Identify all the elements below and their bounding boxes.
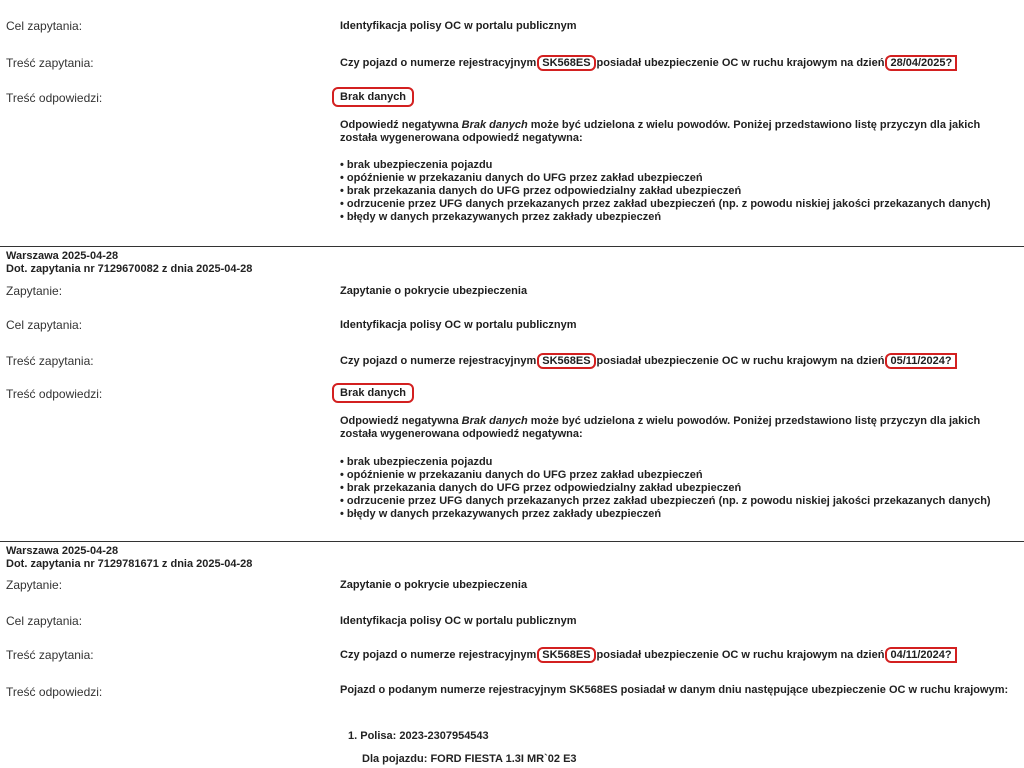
value-zapytanie: Zapytanie o pokrycie ubezpieczenia [340,579,528,591]
question-text: Czy pojazd o numerze rejestracyjnym SK568ES posiadał ubezpieczenie OC w ruchu krajowym na dzień 28/04/2025? [340,55,958,71]
value-cel: Identyfikacja polisy OC w portalu publicznym [340,319,577,331]
row-cel-2 [0,317,1024,333]
reason-item: • opóźnienie w przekazaniu danych do UFG przez zakład ubezpieczeń [340,172,703,184]
reason-item: • odrzucenie przez UFG danych przekazanych przez zakład ubezpieczeń (np. z powodu niskiej jakości przekazanych danych) [340,495,991,507]
doc-header-location-date: Warszawa 2025-04-28 [6,250,119,262]
reason-item: • odrzucenie przez UFG danych przekazanych przez zakład ubezpieczeń (np. z powodu niskiej jakości przekazanych danych) [340,198,991,210]
reason-item: • opóźnienie w przekazaniu danych do UFG przez zakład ubezpieczeń [340,469,703,481]
reason-item: • błędy w danych przekazywanych przez zakłady ubezpieczeń [340,211,662,223]
date-highlight: 04/11/2024? [885,647,956,663]
row-tresc-odp-2 [0,386,1024,402]
divider [0,246,1024,247]
value-zapytanie: Zapytanie o pokrycie ubezpieczenia [340,285,528,297]
answer-brak-danych: Brak danych [332,383,414,403]
divider [0,541,1024,542]
row-zapytanie-3 [0,577,1024,593]
label-tresc-zapytania: Treść zapytania: [6,354,94,368]
row-cel-3 [0,613,1024,629]
reason-item: • brak ubezpieczenia pojazdu [340,456,493,468]
row-zapytanie-2 [0,283,1024,299]
row-tresc-zap-2 [0,353,1024,369]
label-zapytanie: Zapytanie: [6,578,63,592]
date-highlight: 28/04/2025? [885,55,957,71]
doc-header-query-ref: Dot. zapytania nr 7129781671 z dnia 2025-04-28 [6,558,253,570]
value-cel: Identyfikacja polisy OC w portalu publicznym [340,20,577,32]
reason-item: • brak przekazania danych do UFG przez odpowiedzialny zakład ubezpieczeń [340,185,742,197]
label-cel: Cel zapytania: [6,19,83,33]
date-highlight: 05/11/2024? [885,353,956,369]
row-tresc-zap-1 [0,55,1024,71]
label-tresc-odpowiedzi: Treść odpowiedzi: [6,685,103,699]
label-cel: Cel zapytania: [6,318,83,332]
policy-number: 1. Polisa: 2023-2307954543 [348,730,489,742]
reason-item: • błędy w danych przekazywanych przez zakłady ubezpieczeń [340,508,662,520]
label-cel: Cel zapytania: [6,614,83,628]
row-cel-1 [0,18,1024,34]
reason-item: • brak przekazania danych do UFG przez odpowiedzialny zakład ubezpieczeń [340,482,742,494]
doc-header-location-date: Warszawa 2025-04-28 [6,545,119,557]
negative-explanation: Odpowiedź negatywna Brak danych może być udzielona z wielu powodów. Poniżej przedstawiono listę przyczyn dla jakich została wygenerowana odpowiedź negatywna: [340,415,981,440]
reason-list [340,456,1020,521]
label-tresc-zapytania: Treść zapytania: [6,648,94,662]
label-tresc-zapytania: Treść zapytania: [6,56,94,70]
label-zapytanie: Zapytanie: [6,284,63,298]
negative-explanation: Odpowiedź negatywna Brak danych może być udzielona z wielu powodów. Poniżej przedstawiono listę przyczyn dla jakich została wygenerowana odpowiedź negatywna: [340,119,981,144]
label-tresc-odpowiedzi: Treść odpowiedzi: [6,91,103,105]
label-tresc-odpowiedzi: Treść odpowiedzi: [6,387,103,401]
positive-answer: Pojazd o podanym numerze rejestracyjnym SK568ES posiadał w danym dniu następujące ubezpieczenie OC w ruchu krajowym: [340,684,1009,696]
answer-brak-danych: Brak danych [332,87,414,107]
vehicle-info: Dla pojazdu: FORD FIESTA 1.3I MR`02 E3 [362,753,577,765]
plate-highlight: SK568ES [537,647,595,663]
row-tresc-odp-1 [0,90,1024,106]
plate-highlight: SK568ES [537,353,595,369]
row-tresc-zap-3 [0,647,1024,663]
doc-header-query-ref: Dot. zapytania nr 7129670082 z dnia 2025-04-28 [6,263,253,275]
question-text: Czy pojazd o numerze rejestracyjnym SK568ES posiadał ubezpieczenie OC w ruchu krajowym na dzień 05/11/2024? [340,353,958,369]
reason-list [340,159,1020,224]
value-cel: Identyfikacja polisy OC w portalu publicznym [340,615,577,627]
plate-highlight: SK568ES [537,55,595,71]
reason-item: • brak ubezpieczenia pojazdu [340,159,493,171]
question-text: Czy pojazd o numerze rejestracyjnym SK568ES posiadał ubezpieczenie OC w ruchu krajowym na dzień 04/11/2024? [340,647,958,663]
